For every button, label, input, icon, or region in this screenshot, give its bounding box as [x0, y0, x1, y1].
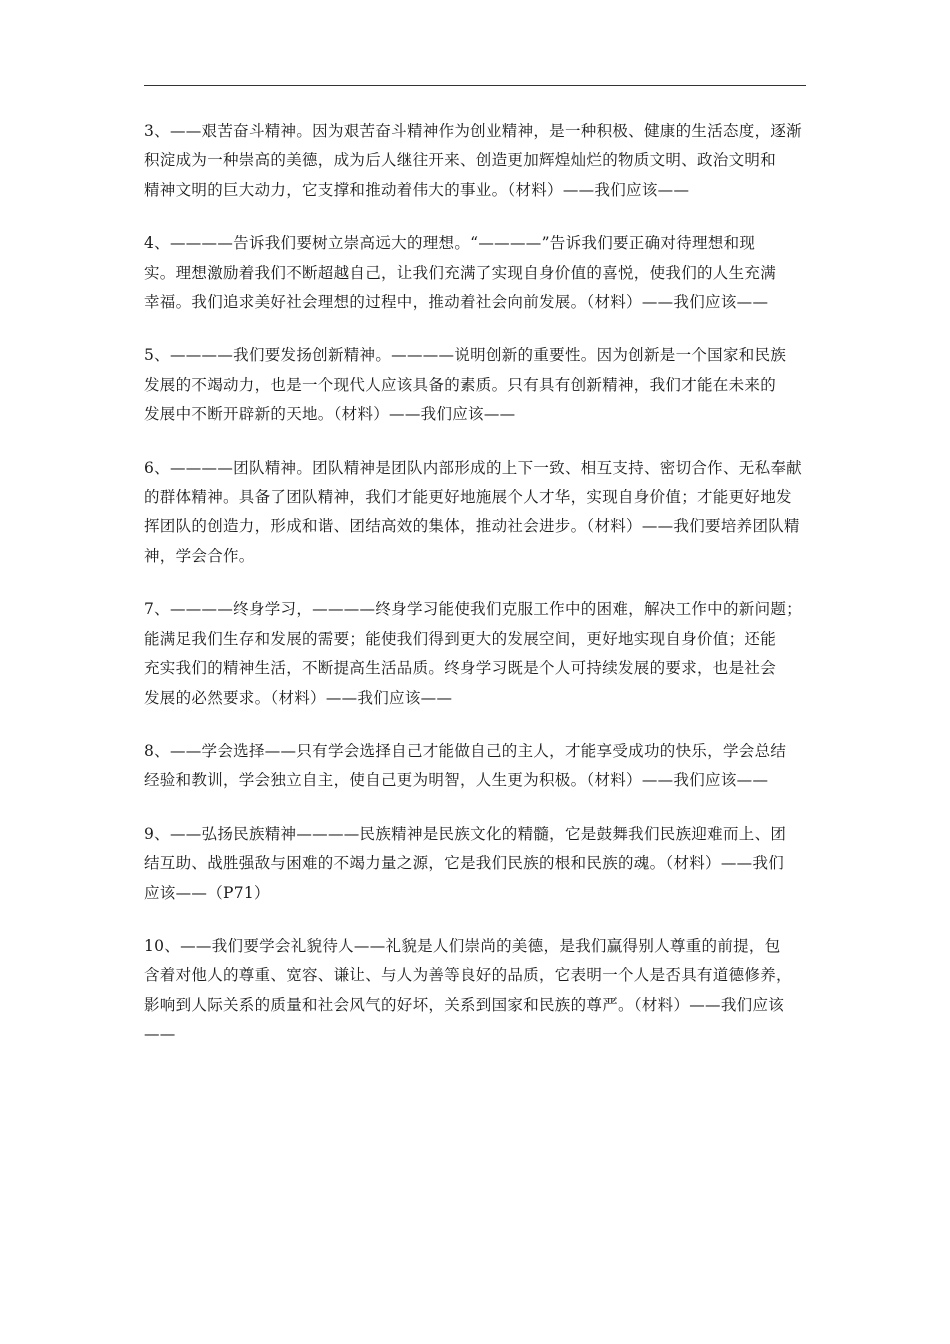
paragraph-item-3 — [144, 341, 810, 429]
paragraph-line: —— — [144, 1025, 176, 1044]
paragraph-line: 3、——艰苦奋斗精神。因为艰苦奋斗精神作为创业精神，是一种积极、健康的生活态度，逐渐 — [144, 122, 802, 140]
paragraph-item-4 — [144, 454, 810, 572]
paragraph-line: 9、——弘扬民族精神————民族精神是民族文化的精髓，它是鼓舞我们民族迎难而上、团 — [144, 824, 787, 843]
paragraph-item-1 — [144, 117, 810, 205]
paragraph-line: 幸福。我们追求美好社会理想的过程中，推动着社会向前发展。（材料）——我们应该—— — [144, 293, 769, 312]
paragraph-line: 6、————团队精神。团队精神是团队内部形成的上下一致、相互支持、密切合作、无私奉献 — [144, 458, 802, 477]
paragraph-line: 实。理想激励着我们不断超越自己，让我们充满了实现自身价值的喜悦，使我们的人生充满 — [144, 263, 777, 282]
paragraph-line: 神，学会合作。 — [144, 546, 255, 565]
paragraph-line: 10、——我们要学会礼貌待人——礼貌是人们崇尚的美德，是我们赢得别人尊重的前提，包 — [144, 936, 781, 955]
paragraph-line: 应该——（P71） — [144, 883, 270, 902]
paragraph-line: 发展的必然要求。（材料）——我们应该—— — [144, 688, 453, 707]
paragraph-line: 经验和教训，学会独立自主，使自己更为明智，人生更为积极。（材料）——我们应该—— — [144, 771, 769, 790]
paragraph-line: 精神文明的巨大动力，它支撑和推动着伟大的事业。（材料）——我们应该—— — [144, 180, 690, 199]
paragraph-item-2 — [144, 229, 810, 317]
paragraph-line: 8、——学会选择——只有学会选择自己才能做自己的主人，才能享受成功的快乐，学会总结 — [144, 741, 787, 760]
paragraph-line: 挥团队的创造力，形成和谐、团结高效的集体，推动社会进步。（材料）——我们要培养团队精 — [144, 517, 800, 536]
paragraph-line: 4、————告诉我们要树立崇高远大的理想。“————”告诉我们要正确对待理想和现 — [144, 234, 756, 253]
document-body — [144, 117, 810, 1074]
paragraph-line: 能满足我们生存和发展的需要；能使我们得到更大的发展空间，更好地实现自身价值；还能 — [144, 629, 777, 648]
paragraph-item-7 — [144, 820, 810, 908]
paragraph-line: 结互助、战胜强敌与困难的不竭力量之源，它是我们民族的根和民族的魂。（材料）——我们 — [144, 854, 785, 873]
paragraph-line: 的群体精神。具备了团队精神，我们才能更好地施展个人才华，实现自身价值；才能更好地发 — [144, 488, 792, 507]
paragraph-line: 发展中不断开辟新的天地。（材料）——我们应该—— — [144, 405, 516, 424]
paragraph-item-5 — [144, 595, 810, 713]
paragraph-line: 5、————我们要发扬创新精神。————说明创新的重要性。因为创新是一个国家和民族 — [144, 346, 787, 365]
paragraph-line: 7、————终身学习，————终身学习能使我们克服工作中的困难，解决工作中的新问题； — [144, 600, 802, 619]
paragraph-line: 发展的不竭动力，也是一个现代人应该具备的素质。只有具有创新精神，我们才能在未来的 — [144, 375, 777, 394]
paragraph-line: 积淀成为一种崇高的美德，成为后人继往开来、创造更加辉煌灿烂的物质文明、政治文明和 — [144, 151, 777, 170]
paragraph-line: 充实我们的精神生活，不断提高生活品质。终身学习既是个人可持续发展的要求，也是社会 — [144, 659, 777, 678]
paragraph-line: 含着对他人的尊重、宽容、谦让、与人为善等良好的品质，它表明一个人是否具有道德修养， — [144, 966, 792, 985]
paragraph-line: 影响到人际关系的质量和社会风气的好坏，关系到国家和民族的尊严。（材料）——我们应该 — [144, 995, 785, 1014]
header-rule — [144, 85, 806, 86]
paragraph-item-6 — [144, 737, 810, 796]
paragraph-item-8 — [144, 932, 810, 1050]
